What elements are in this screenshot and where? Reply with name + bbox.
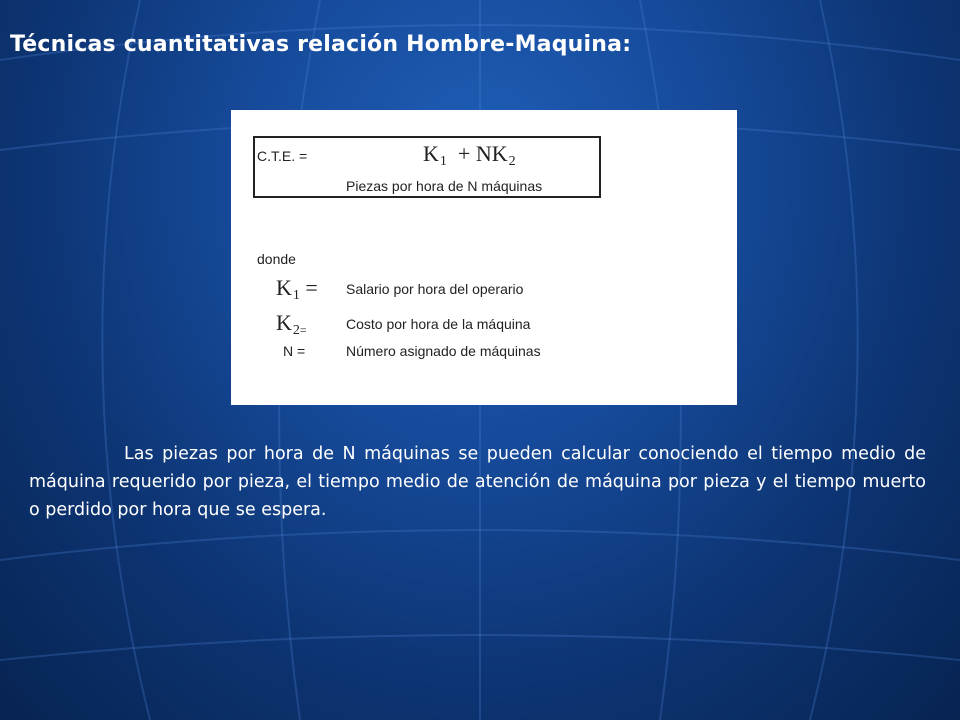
n-definition: Número asignado de máquinas xyxy=(346,343,541,359)
donde-label: donde xyxy=(257,251,296,267)
k2-symbol: $K_2=$ xyxy=(276,310,307,338)
k1-symbol: $K_1$ = xyxy=(276,275,318,303)
k2-definition: Costo por hora de la máquina xyxy=(346,316,531,332)
slide-title: Técnicas cuantitativas relación Hombre-Maquina: xyxy=(10,32,632,57)
body-paragraph: Las piezas por hora de N máquinas se pueden calcular conociendo el tiempo medio de máquina requerido por pieza, el tiempo medio de atención de máquina por pieza y el tiempo muerto o perdido por hora que se espera. xyxy=(29,444,926,520)
k1-definition: Salario por hora del operario xyxy=(346,281,524,297)
n-symbol: N = xyxy=(283,343,306,359)
formula-image xyxy=(231,110,737,405)
cte-label: C.T.E. = xyxy=(257,148,308,164)
equation-numerator: $K_1 + NK_2$ xyxy=(423,141,516,169)
equation-denominator: Piezas por hora de N máquinas xyxy=(346,178,543,194)
